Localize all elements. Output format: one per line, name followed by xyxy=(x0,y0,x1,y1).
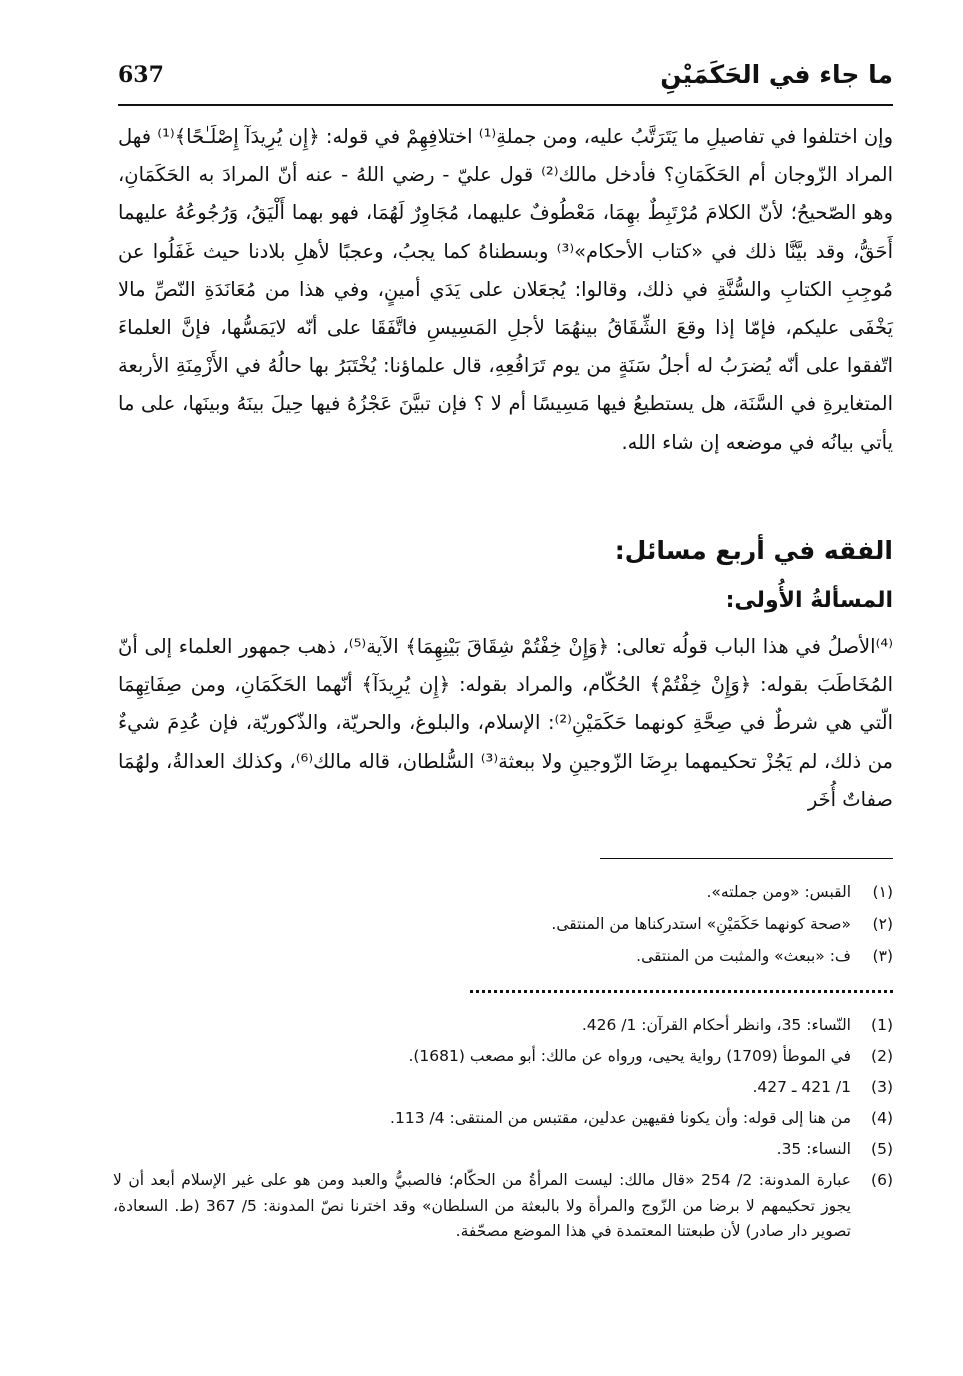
footnote xyxy=(113,1010,893,1041)
section-heading: الفقه في أربع مسائل: xyxy=(614,536,893,565)
footnote xyxy=(113,1072,893,1103)
subsection-heading: المسألةُ الأُولى: xyxy=(725,588,893,613)
dotted-separator xyxy=(470,990,893,993)
footnote-text: النّساء: 35، وانظر أحكام القرآن: 1/ 426. xyxy=(581,1016,851,1034)
footnote xyxy=(113,876,893,908)
footnote-text: النساء: 35. xyxy=(776,1140,851,1158)
footnote-number: (٣) xyxy=(872,947,893,965)
footnote-number: (4) xyxy=(871,1109,893,1127)
footnote-number: (5) xyxy=(871,1140,893,1158)
footnote-text: 1/ 421 ـ 427. xyxy=(752,1078,851,1096)
footnote xyxy=(113,940,893,972)
footnote-rule xyxy=(600,858,893,859)
footnote-text: في الموطأ (1709) رواية يحيى، ورواه عن مالك: أبو مصعب (1681). xyxy=(408,1047,851,1065)
running-title: ما جاء في الحَكَمَيْنِ xyxy=(660,60,893,89)
author-footnotes xyxy=(113,1010,893,1245)
footnote-text: من هنا إلى قوله: وأن يكونا فقيهين عدلين، مقتبس من المنتقى: 4/ 113. xyxy=(390,1109,851,1127)
footnote-text: عبارة المدونة: 2/ 254 «قال مالك: ليست المرأةُ من الحكّام؛ فالصبيُّ والعبد ومن هو على غير الإسلام أبعد أن لا يجوز تحكيمهم لا برضا من الزّوج والمرأة ولا بالبعثة من السلطان» وقد اخترنا نصّ المدونة: 5/ 367 (ط. السعادة، تصوير دار صادر) لأن طبعتنا المعتمدة في هذا الموضع مصحّفة. xyxy=(113,1171,851,1240)
paragraph: ⁽⁴⁾الأصلُ في هذا الباب قولُه تعالى: ﴿وَإِنْ خِفْتُمْ شِقَاقَ بَيْنِهِمَا﴾ الآية⁽⁵⁾، ذهب جمهور العلماء إلى أنّ المُخَاطَبَ بقوله: ﴿وَإِنْ خِفْتُمْ﴾ الحُكّام، والمراد بقوله: ﴿إِن يُرِيدَآ﴾ أنّهما الحَكَمَانِ، ومن صِفَاتِهِمَا الّتي هي شرطٌ في صِحَّةِ كونهما حَكَمَيْنِ⁽²⁾: الإسلام، والبلوغ، والحريّة، والذّكوريّة، فإن عُدِمَ شيءٌ من ذلك، لم يَجُزْ تحكيمهما برِضَا الزّوجينِ ولا ببعثة⁽³⁾ السُّلطان، قاله مالك⁽⁶⁾، وكذلك العدالةُ، ولهُمَا صفاتٌ أُخَر xyxy=(118,635,894,811)
footnote-number: (٢) xyxy=(872,915,893,933)
footnote-text: ف: «ببعث» والمثبت من المنتقى. xyxy=(636,947,851,965)
footnote-number: (١) xyxy=(872,883,893,901)
header-rule xyxy=(118,104,893,106)
paragraph: وإن اختلفوا في تفاصيلِ ما يَتَرَتَّبُ عليه، ومن جملةِ⁽¹⁾ اختلافِهِمْ في قوله: ﴿إِن يُرِيدَآ إِصْلَـٰحًا﴾⁽¹⁾ فهل المراد الزّوجان أم الحَكَمَانِ؟ فأدخل مالك⁽²⁾ قول عليّ - رضي اللهُ - عنه أنّ المرادَ به الحَكَمَانِ، وهو الصّحيحُ؛ لأنّ الكلامَ مُرْتَبِطٌ بهِمَا، مَعْطُوفٌ عليهما، مُجَاوِرٌ لَهُمَا، فهو بهما أَلْيَقُ، وَرُجُوعُهُ عليهما أَحَقُّ، وقد بيَّنَّا ذلك في «كتاب الأحكام»⁽³⁾ وبسطناهُ كما يجبُ، وعجبًا لأهلِ بلادنا حيث غَفَلُوا عن مُوجِبِ الكتابِ والسُّنَّةِ في ذلك، وقالوا: يُجعَلان على يَدَي أمينٍ، وفي هذا من مُعَانَدَةِ النّصِّ مالا يَخْفَى عليكم، فإمّا إذا وقعَ الشِّقَاقُ بينهُمَا لأجلِ المَسِيسِ فاتَّفَقَا على أنّه لايَمَسُّها، فإنَّ العلماءَ اتّفقوا على أنّه يُضرَبُ له أجلُ سَنَةٍ من يوم تَرَافُعِهِ، قال علماؤنا: يُخْتَبَرُ بها حالُهُ في الأَزْمِنَةِ الأربعة المتغايرةِ في السَّنَة، هل يستطيعُ فيها مَسِيسًا أم لا ؟ فإن تبيَّنَ عَجْزُهُ فيها حِيلَ بينَهُ وبينَها، على ما يأتي بيانُه في موضعه إن شاء الله. xyxy=(118,125,893,454)
footnote xyxy=(113,1103,893,1134)
footnote xyxy=(113,1041,893,1072)
footnote-number: (3) xyxy=(871,1078,893,1096)
footnote-number: (6) xyxy=(871,1171,893,1189)
footnote xyxy=(113,1165,893,1245)
footnote-text: القبس: «ومن جملته». xyxy=(706,883,851,901)
page-header xyxy=(118,58,893,98)
page-number: 637 xyxy=(118,62,164,88)
editor-footnotes xyxy=(113,876,893,972)
footnote-number: (1) xyxy=(871,1016,893,1034)
footnote xyxy=(113,1134,893,1165)
footnote-number: (2) xyxy=(871,1047,893,1065)
footnote-text: «صحة كونهما حَكَمَيْنِ» استدركناها من المنتقى. xyxy=(551,915,851,933)
main-text-continued xyxy=(118,628,893,819)
main-text xyxy=(118,118,893,462)
footnote xyxy=(113,908,893,940)
